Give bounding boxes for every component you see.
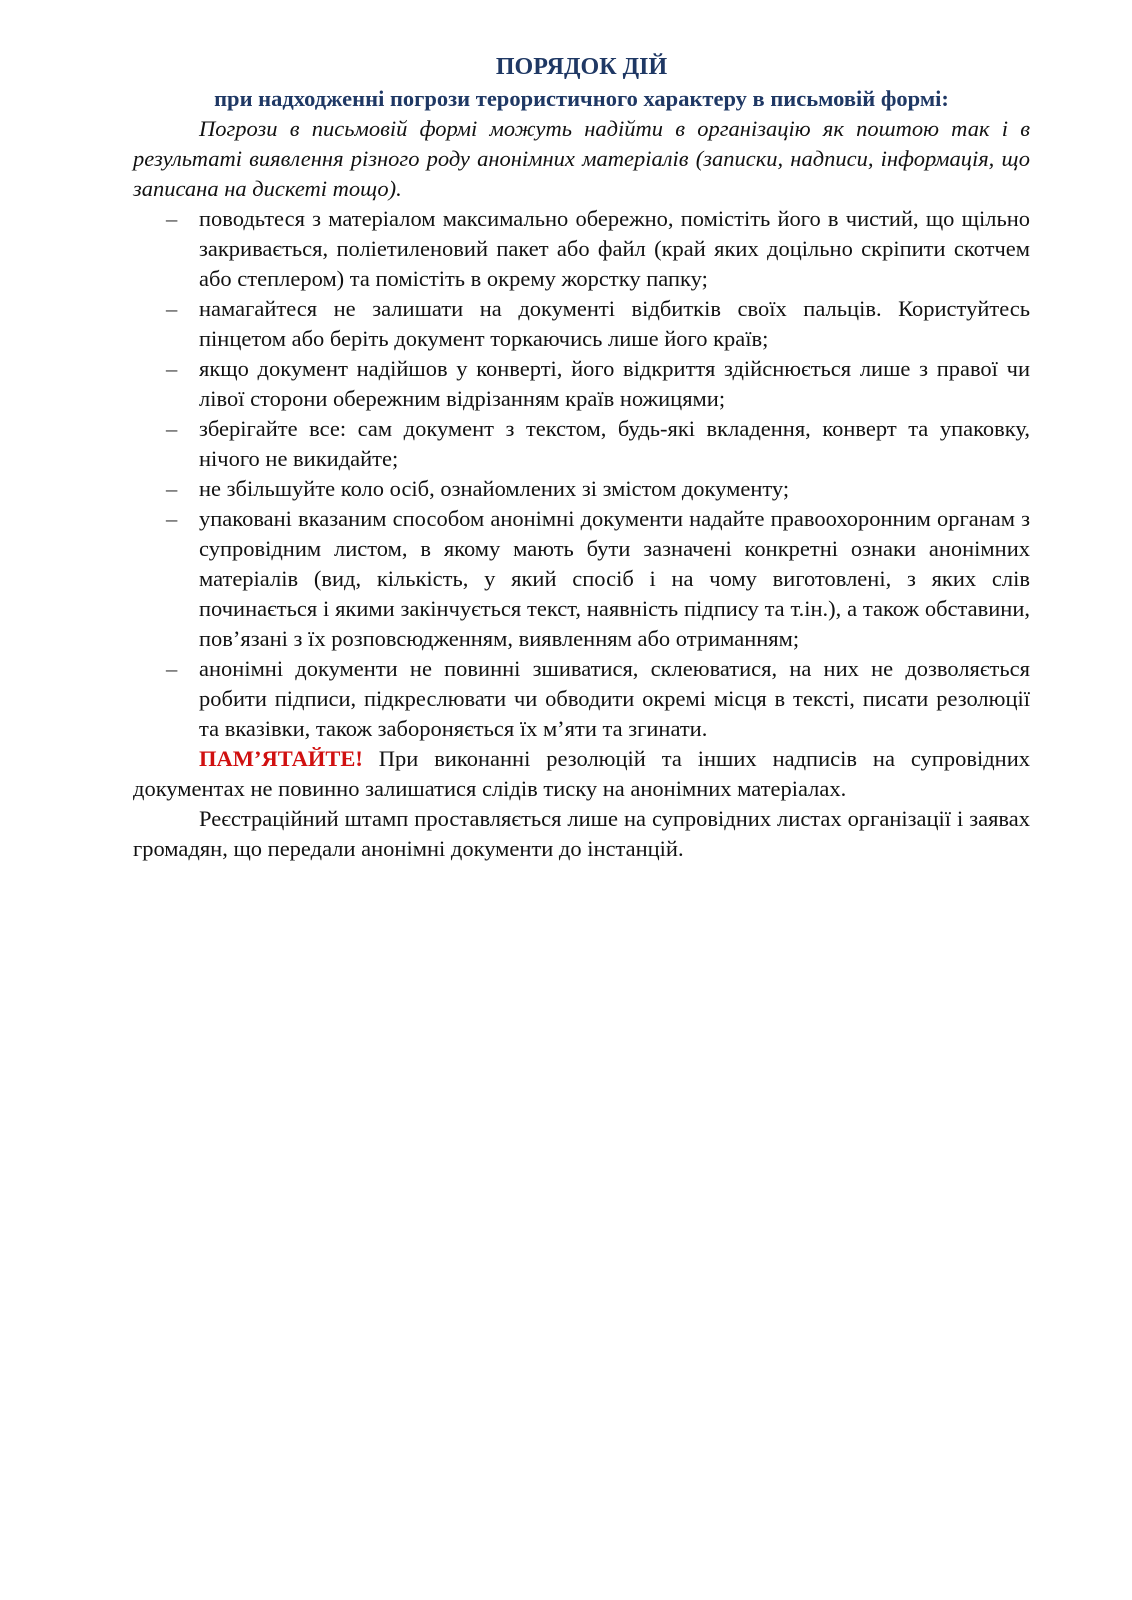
- list-item: [133, 654, 1030, 744]
- intro-paragraph: Погрози в письмовій формі можуть надійти в організацію як поштою так і в результаті виявлення різного роду анонімних матеріалів (записки, надписи, інформація, що записана на дискеті тощо).: [133, 116, 1030, 201]
- remember-text: При виконанні резолюцій та інших надписів на супровідних документах не повинно залишатися слідів тиску на анонімних матеріалах.: [133, 746, 1030, 801]
- dash-bullet: –: [166, 356, 178, 381]
- dash-bullet: –: [166, 416, 178, 441]
- list-item: [133, 474, 1030, 504]
- remember-label: ПАМ’ЯТАЙТЕ!: [199, 746, 363, 771]
- dash-bullet: –: [166, 206, 178, 231]
- list-item: [133, 414, 1030, 474]
- closing-paragraph: Реєстраційний штамп проставляється лише на супровідних листах організації і заявах громадян, що передали анонімні документи до інстанцій.: [133, 806, 1030, 861]
- list-item-text: поводьтеся з матеріалом максимально обережно, помістіть його в чистий, що щільно закривається, поліетиленовий пакет або файл (край яких доцільно скріпити скотчем або степлером) та помістіть в окрему жорстку папку;: [199, 206, 1030, 291]
- dash-bullet: –: [166, 656, 178, 681]
- remember-paragraph: [133, 744, 1030, 804]
- dash-bullet: –: [166, 296, 178, 321]
- document-subtitle: при надходженні погрози терористичного характеру в письмовій формі:: [214, 86, 949, 111]
- list-item: [133, 294, 1030, 354]
- list-item: [133, 204, 1030, 294]
- document-title: ПОРЯДОК ДІЙ: [495, 54, 668, 80]
- list-item-text: не збільшуйте коло осіб, ознайомлених зі змістом документу;: [199, 476, 790, 501]
- list-item: [133, 354, 1030, 414]
- document-page: [133, 50, 1030, 864]
- list-item-text: якщо документ надійшов у конверті, його відкриття здійснюється лише з правої чи лівої сторони обережним відрізанням країв ножицями;: [199, 356, 1030, 411]
- list-item: [133, 504, 1030, 654]
- dash-bullet: –: [166, 506, 178, 531]
- list-item-text: анонімні документи не повинні зшиватися, склеюватися, на них не дозволяється робити підписи, підкреслювати чи обводити окремі місця в тексті, писати резолюції та вказівки, також забороняється їх м’яти та згинати.: [199, 656, 1030, 741]
- instructions-list: [133, 204, 1030, 744]
- list-item-text: упаковані вказаним способом анонімні документи надайте правоохоронним органам з супровідним листом, в якому мають бути зазначені конкретні ознаки анонімних матеріалів (вид, кількість, у який спосіб і на чому виготовлені, з яких слів починається і якими закінчується текст, наявність підпису та т.ін.), а також обставини, пов’язані з їх розповсюдженням, виявленням або отриманням;: [199, 506, 1030, 651]
- dash-bullet: –: [166, 476, 178, 501]
- list-item-text: намагайтеся не залишати на документі відбитків своїх пальців. Користуйтесь пінцетом або беріть документ торкаючись лише його країв;: [199, 296, 1030, 351]
- list-item-text: зберігайте все: сам документ з текстом, будь-які вкладення, конверт та упаковку, нічого не викидайте;: [199, 416, 1030, 471]
